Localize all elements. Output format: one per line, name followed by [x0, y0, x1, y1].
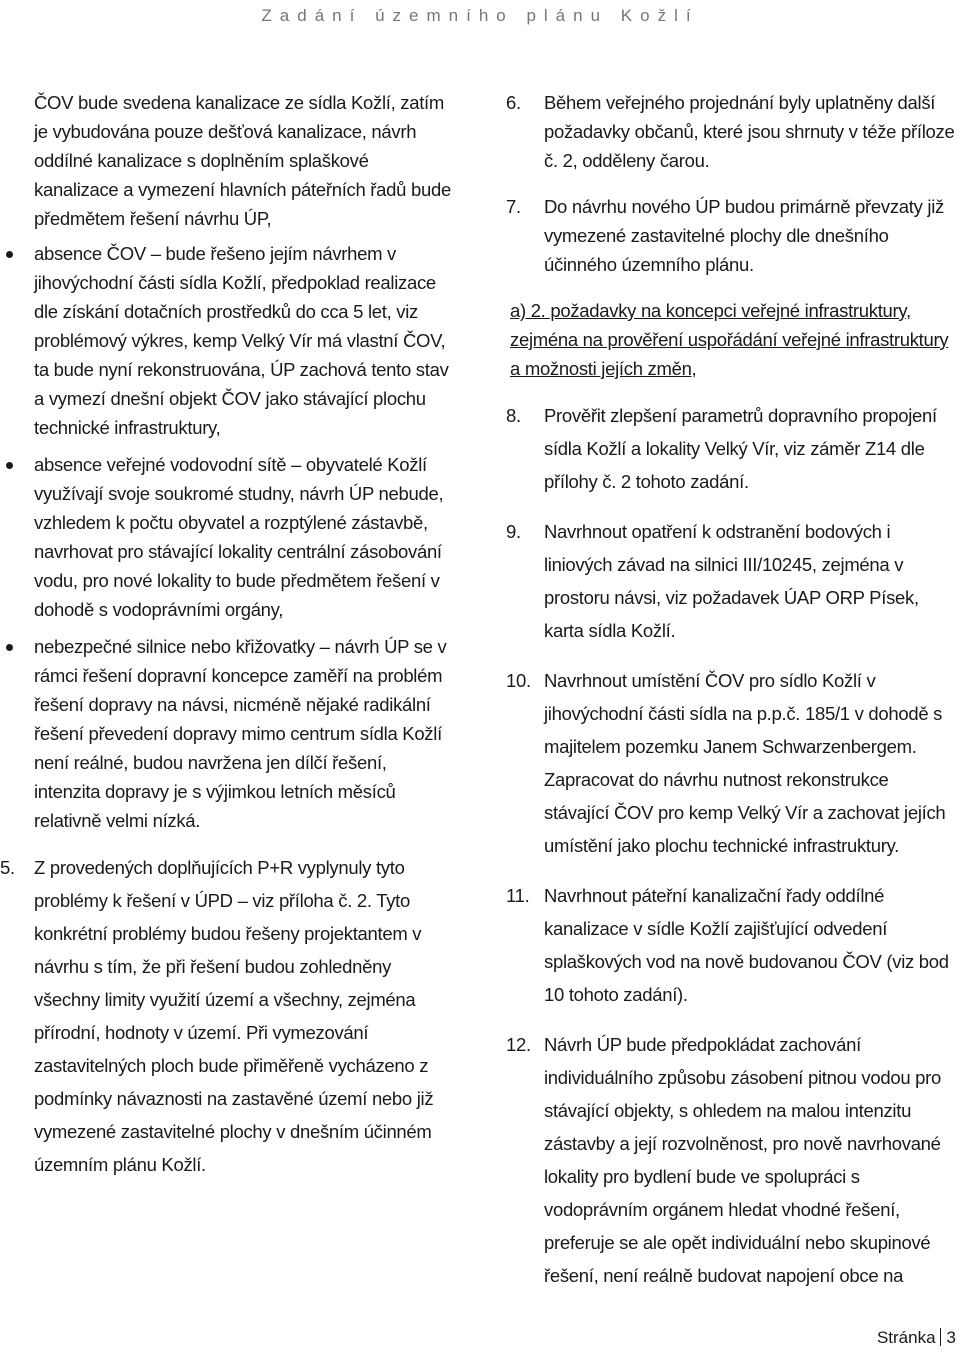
- bullet-text: absence veřejné vodovodní sítě – obyvatelé Kožlí využívají svoje soukromé studny, návrh ÚP nebude, vzhledem k počtu obyvatel a rozptýlené zástavbě, navrhovat pro stávající lokality centrální zásobování vodu, pro nové lokality to bude předmětem řešení v dohodě s vodoprávními orgány,: [34, 454, 444, 620]
- item-text: Navrhnout opatření k odstranění bodových i liniových závad na silnici III/10245, zejména v prostoru návsi, viz požadavek ÚAP ORP Písek, karta sídla Kožlí.: [544, 521, 919, 641]
- bullet-text: absence ČOV – bude řešeno jejím návrhem v jihovýchodní části sídla Kožlí, předpoklad realizace dle získání dotačních prostředků do cca 5 let, viz problémový výkres, kemp Velký Vír má vlastní ČOV, ta bude nyní rekonstruována, ÚP zachová tento stav a vymezí dnešní objekt ČOV jako stávající plochu technické infrastruktury,: [34, 243, 449, 438]
- item-number: 8.: [506, 405, 521, 426]
- item-number: 7.: [506, 196, 521, 217]
- bullet-text: nebezpečné silnice nebo křižovatky – návrh ÚP se v rámci řešení dopravní koncepce zaměří na problém řešení dopravy na návsi, nicméně nějaké radikální řešení převedení dopravy mimo centrum sídla Kožlí není reálné, budou navržena jen dílčí řešení, intenzita dopravy je s výjimkou letních měsíců relativně velmi nízká.: [34, 636, 447, 831]
- numbered-item: [506, 515, 958, 647]
- numbered-list: [506, 399, 958, 1292]
- item-text: Z provedených doplňujících P+R vyplynuly tyto problémy k řešení v ÚPD – viz příloha č. 2. Tyto konkrétní problémy budou řešeny projektantem v návrhu s tím, že při řešení budou zohledněny všechny limity využití území a všechny, zejména přírodní, hodnoty v území. Při vymezování zastavitelných ploch bude přiměřeně vycházeno z podmínky návaznosti na zastavěné území nebo již vymezené zastavitelné plochy v dnešním účinném územním plánu Kožlí.: [34, 857, 434, 1175]
- item-text: Prověřit zlepšení parametrů dopravního propojení sídla Kožlí a lokality Velký Vír, viz záměr Z14 dle přílohy č. 2 tohoto zadání.: [544, 405, 937, 492]
- item-text: Během veřejného projednání byly uplatněny další požadavky občanů, které jsou shrnuty v téže příloze č. 2, odděleny čarou.: [544, 92, 955, 171]
- numbered-item: [506, 88, 958, 175]
- numbered-item: [506, 399, 958, 498]
- numbered-item: [506, 1028, 958, 1292]
- section-heading-a: a) 2. požadavky na koncepci veřejné infrastruktury, zejména na prověření uspořádání veřejné infrastruktury a možnosti jejích změn,: [510, 300, 949, 379]
- item-text: Do návrhu nového ÚP budou primárně převzaty již vymezené zastavitelné plochy dle dnešního účinného územního plánu.: [544, 196, 944, 275]
- page-footer: [877, 1328, 956, 1348]
- item-text: Navrhnout páteřní kanalizační řady oddílné kanalizace v sídle Kožlí zajišťující odvedení splaškových vod na nově budovanou ČOV (viz bod 10 tohoto zadání).: [544, 885, 949, 1005]
- page-number: 3: [946, 1328, 956, 1347]
- right-column: [506, 88, 958, 1309]
- bullet-icon: [6, 644, 13, 651]
- item-number: 6.: [506, 92, 521, 113]
- item-number: 12.: [506, 1034, 531, 1055]
- page-header-title: Zadání územního plánu Kožlí: [261, 6, 699, 25]
- item-number: 11.: [506, 885, 530, 906]
- left-column: [0, 88, 454, 1189]
- bullet-item: [34, 239, 454, 442]
- page-label: Stránka: [876, 1328, 936, 1347]
- footer-divider: [940, 1328, 941, 1346]
- item-number: 5.: [0, 857, 15, 878]
- intro-paragraph: ČOV bude svedena kanalizace ze sídla Kožlí, zatím je vybudována pouze dešťová kanalizace, návrh oddílné kanalizace s doplněním splaškové kanalizace a vymezení hlavních páteřních řadů bude předmětem řešení návrhu ÚP,: [34, 92, 451, 229]
- item-number: 10.: [506, 670, 531, 691]
- bullet-icon: [6, 462, 13, 469]
- bullet-icon: [6, 251, 13, 258]
- item-text: Návrh ÚP bude předpokládat zachování individuálního způsobu zásobení pitnou vodou pro stávající objekty, s ohledem na malou intenzitu zástavby a její rozvolněnost, pro nově navrhované lokality pro bydlení bude ve spolupráci s vodoprávním orgánem hledat vhodné řešení, preferuje se ale opět individuální nebo skupinové řešení, není reálně budovat napojení obce na: [544, 1034, 942, 1286]
- bullet-item: [34, 632, 454, 835]
- item-number: 9.: [506, 521, 521, 542]
- bullet-item: [34, 450, 454, 624]
- item-text: Navrhnout umístění ČOV pro sídlo Kožlí v jihovýchodní části sídla na p.p.č. 185/1 v dohodě s majitelem pozemku Janem Schwarzenbergem. Zapracovat do návrhu nutnost rekonstrukce stávající ČOV pro kemp Velký Vír a zachovat jejích umístění jako plochu technické infrastruktury.: [544, 670, 946, 856]
- numbered-item: [506, 192, 958, 279]
- numbered-item: [0, 851, 454, 1181]
- numbered-item: [506, 879, 958, 1011]
- numbered-item: [506, 664, 958, 862]
